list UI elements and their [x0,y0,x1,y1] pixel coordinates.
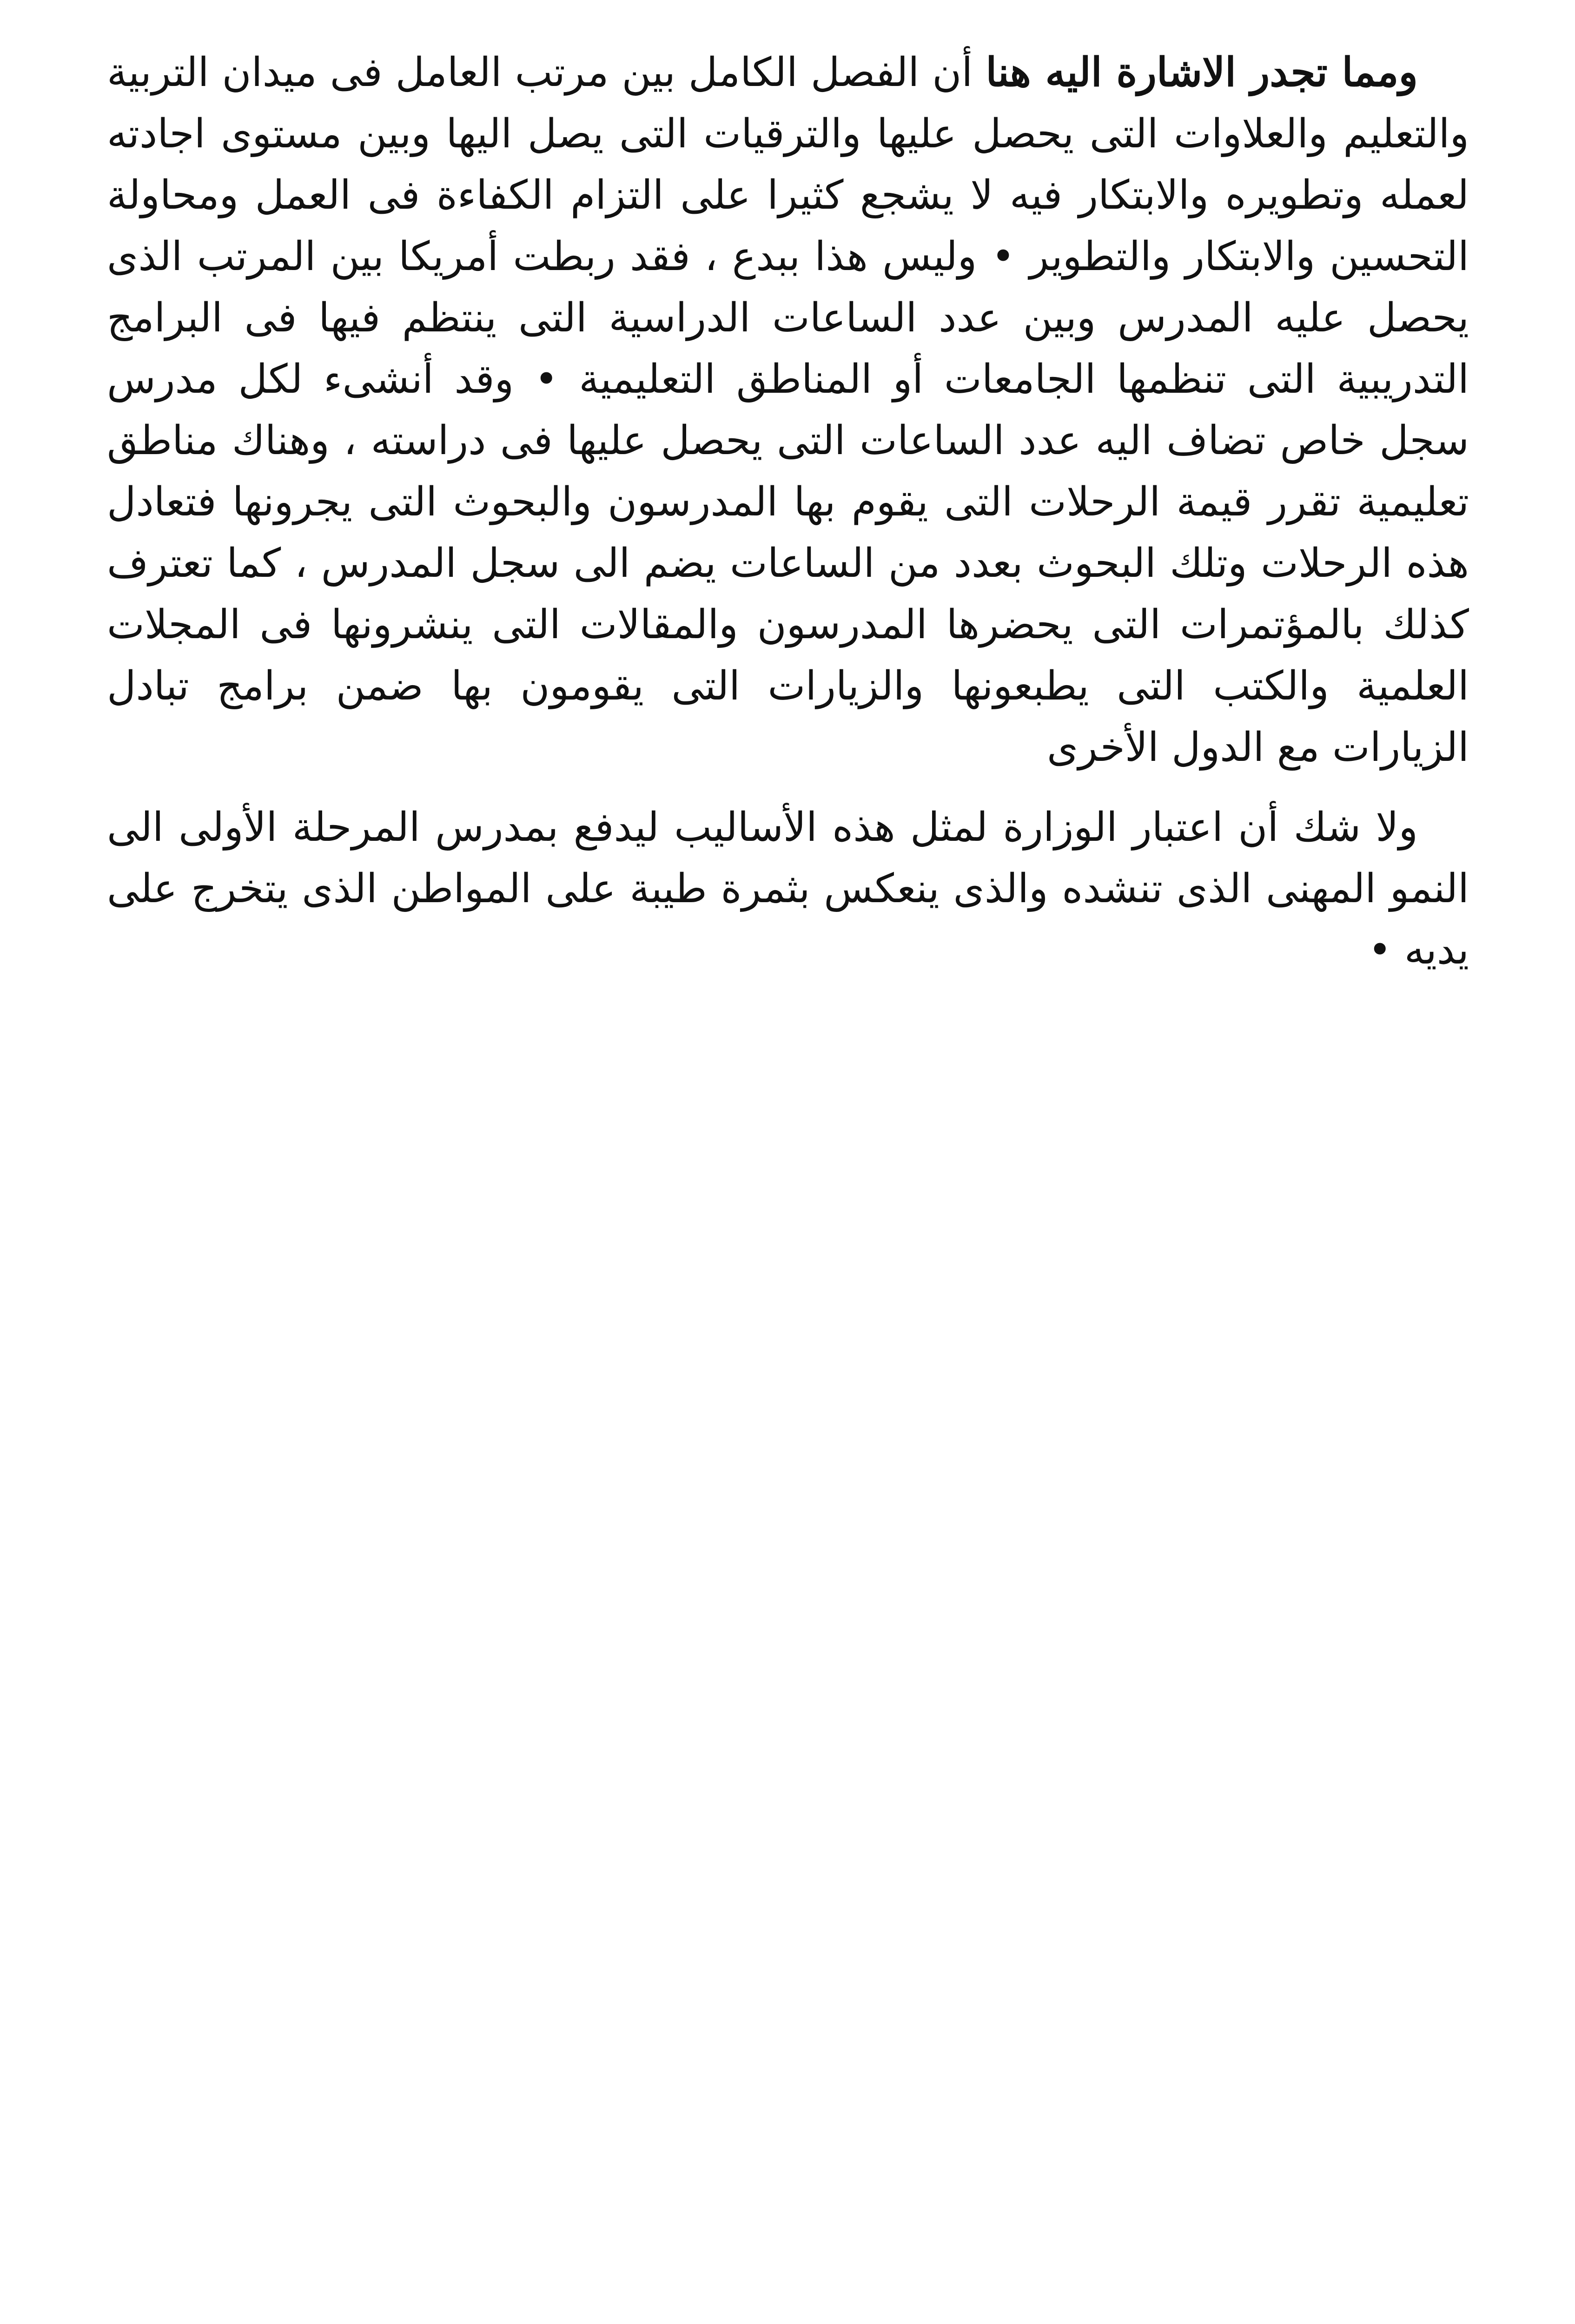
paragraph-2-text: ولا شك أن اعتبار الوزارة لمثل هذه الأساليب ليدفع بمدرس المرحلة الأولى الى النمو المهنى الذى تنشده والذى ينعكس بثمرة طيبة على المواطن الذى يتخرج على يديه • [107,804,1469,973]
paragraph-1-text: أن الفصل الكامل بين مرتب العامل فى ميدان التربية والتعليم والعلاوات التى يحصل عليها والترقيات التى يصل اليها وبين مستوى اجادته لعمله وتطويره والابتكار فيه لا يشجع كثيرا على التزام الكفاءة فى العمل ومحاولة التحسين والابتكار والتطوير • وليس هذا ببدع ، فقد ربطت أمريكا بين المرتب الذى يحصل عليه المدرس وبين عدد الساعات الدراسية التى ينتظم فيها فى البرامج التدريبية التى تنظمها الجامعات أو المناطق التعليمية • وقد أنشىء لكل مدرس سجل خاص تضاف اليه عدد الساعات التى يحصل عليها فى دراسته ، وهناك مناطق تعليمية تقرر قيمة الرحلات التى يقوم بها المدرسون والبحوث التى يجرونها فتعادل هذه الرحلات وتلك البحوث بعدد من الساعات يضم الى سجل المدرس ، كما تعترف كذلك بالمؤتمرات التى يحضرها المدرسون والمقالات التى ينشرونها فى المجلات العلمية والكتب التى يطبعونها والزيارات التى يقومون بها ضمن برامج تبادل الزيارات مع الدول الأخرى [107,49,1469,771]
paragraph-1 [107,42,1469,778]
body-text [107,42,1469,981]
paragraph-1-lead: ومما تجدر الاشارة اليه هنا [986,49,1418,96]
paragraph-2 [107,797,1469,981]
